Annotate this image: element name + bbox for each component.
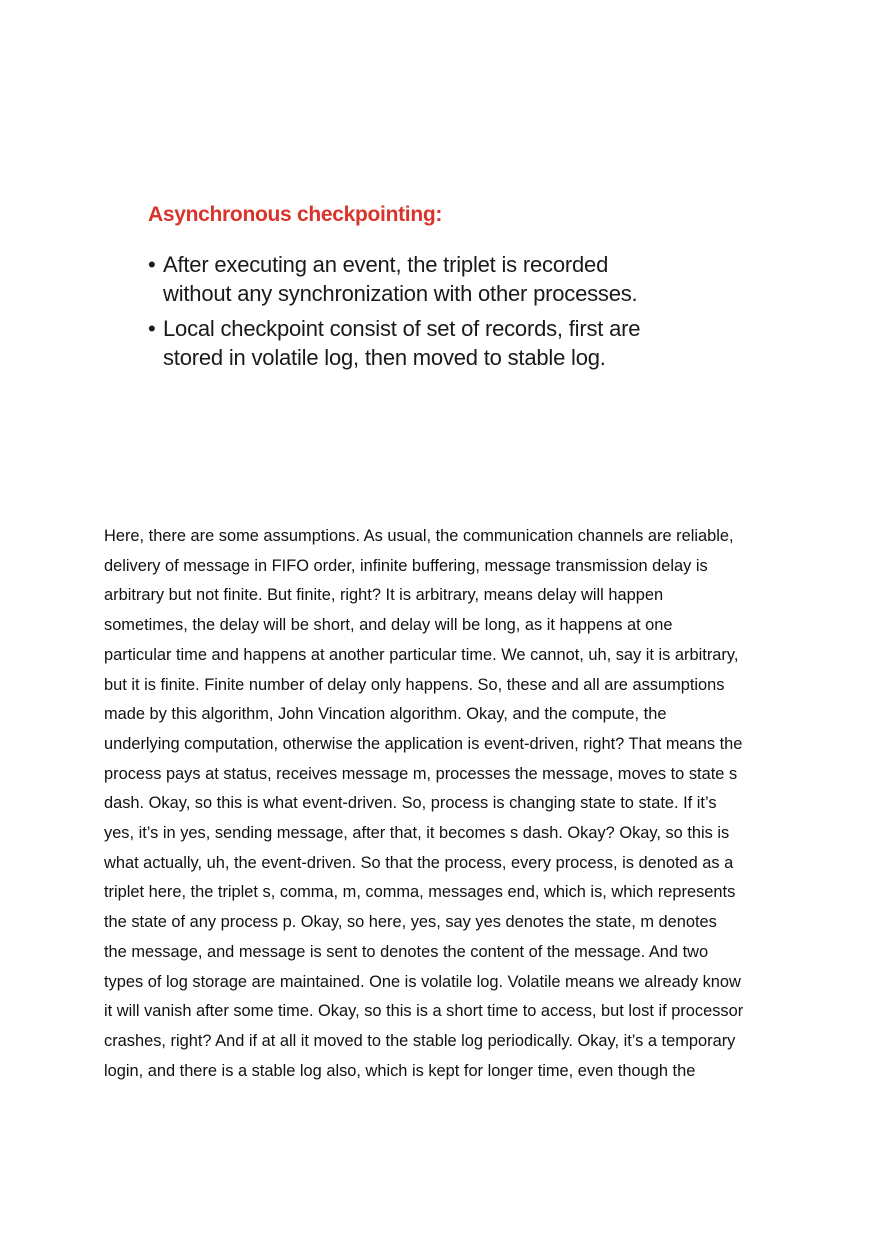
transcript-line: arbitrary but not finite. But finite, right? It is arbitrary, means delay will happen: [104, 586, 664, 605]
slide-bullet-line: without any synchronization with other processes.: [163, 281, 638, 306]
transcript-line: crashes, right? And if at all it moved to the stable log periodically. Okay, it’s a temporary: [104, 1031, 736, 1050]
transcript-line: delivery of message in FIFO order, infinite buffering, message transmission delay is: [104, 556, 708, 575]
slide-bullet-list: [148, 250, 748, 372]
transcript-line: it will vanish after some time. Okay, so this is a short time to access, but lost if processor: [104, 1002, 744, 1021]
transcript-line: particular time and happens at another particular time. We cannot, uh, say it is arbitrary,: [104, 645, 739, 664]
slide-bullet-line: After executing an event, the triplet is recorded: [163, 252, 609, 277]
slide-bullet: [148, 314, 748, 372]
transcript-line: yes, it’s in yes, sending message, after that, it becomes s dash. Okay? Okay, so this is: [104, 824, 730, 843]
transcript-line: but it is finite. Finite number of delay only happens. So, these and all are assumptions: [104, 675, 725, 694]
transcript-line: process pays at status, receives message m, processes the message, moves to state s: [104, 764, 738, 783]
slide-bullet-line: stored in volatile log, then moved to stable log.: [163, 345, 606, 370]
transcript-line: dash. Okay, so this is what event-driven. So, process is changing state to state. If it’s: [104, 794, 717, 813]
transcript-line: what actually, uh, the event-driven. So that the process, every process, is denoted as a: [104, 853, 734, 872]
transcript-line: types of log storage are maintained. One is volatile log. Volatile means we already know: [104, 972, 741, 991]
bullet-dot-icon: •: [148, 252, 156, 277]
transcript-paragraph: [104, 522, 784, 1086]
slide-title: Asynchronous checkpointing:: [148, 203, 443, 226]
transcript-line: the message, and message is sent to denotes the content of the message. And two: [104, 942, 709, 961]
transcript-line: login, and there is a stable log also, which is kept for longer time, even though the: [104, 1061, 696, 1080]
transcript-line: made by this algorithm, John Vincation algorithm. Okay, and the compute, the: [104, 705, 667, 724]
bullet-dot-icon: •: [148, 316, 156, 341]
slide-image: [148, 198, 748, 378]
slide-bullet: [148, 250, 748, 308]
transcript-line: the state of any process p. Okay, so here, yes, say yes denotes the state, m denotes: [104, 913, 717, 932]
transcript-line: underlying computation, otherwise the application is event-driven, right? That means the: [104, 734, 743, 753]
transcript-line: triplet here, the triplet s, comma, m, comma, messages end, which is, which represents: [104, 883, 736, 902]
transcript-line: sometimes, the delay will be short, and delay will be long, as it happens at one: [104, 616, 673, 635]
transcript-line: Here, there are some assumptions. As usual, the communication channels are reliable,: [104, 527, 734, 545]
slide-bullet-line: Local checkpoint consist of set of records, first are: [163, 316, 641, 341]
